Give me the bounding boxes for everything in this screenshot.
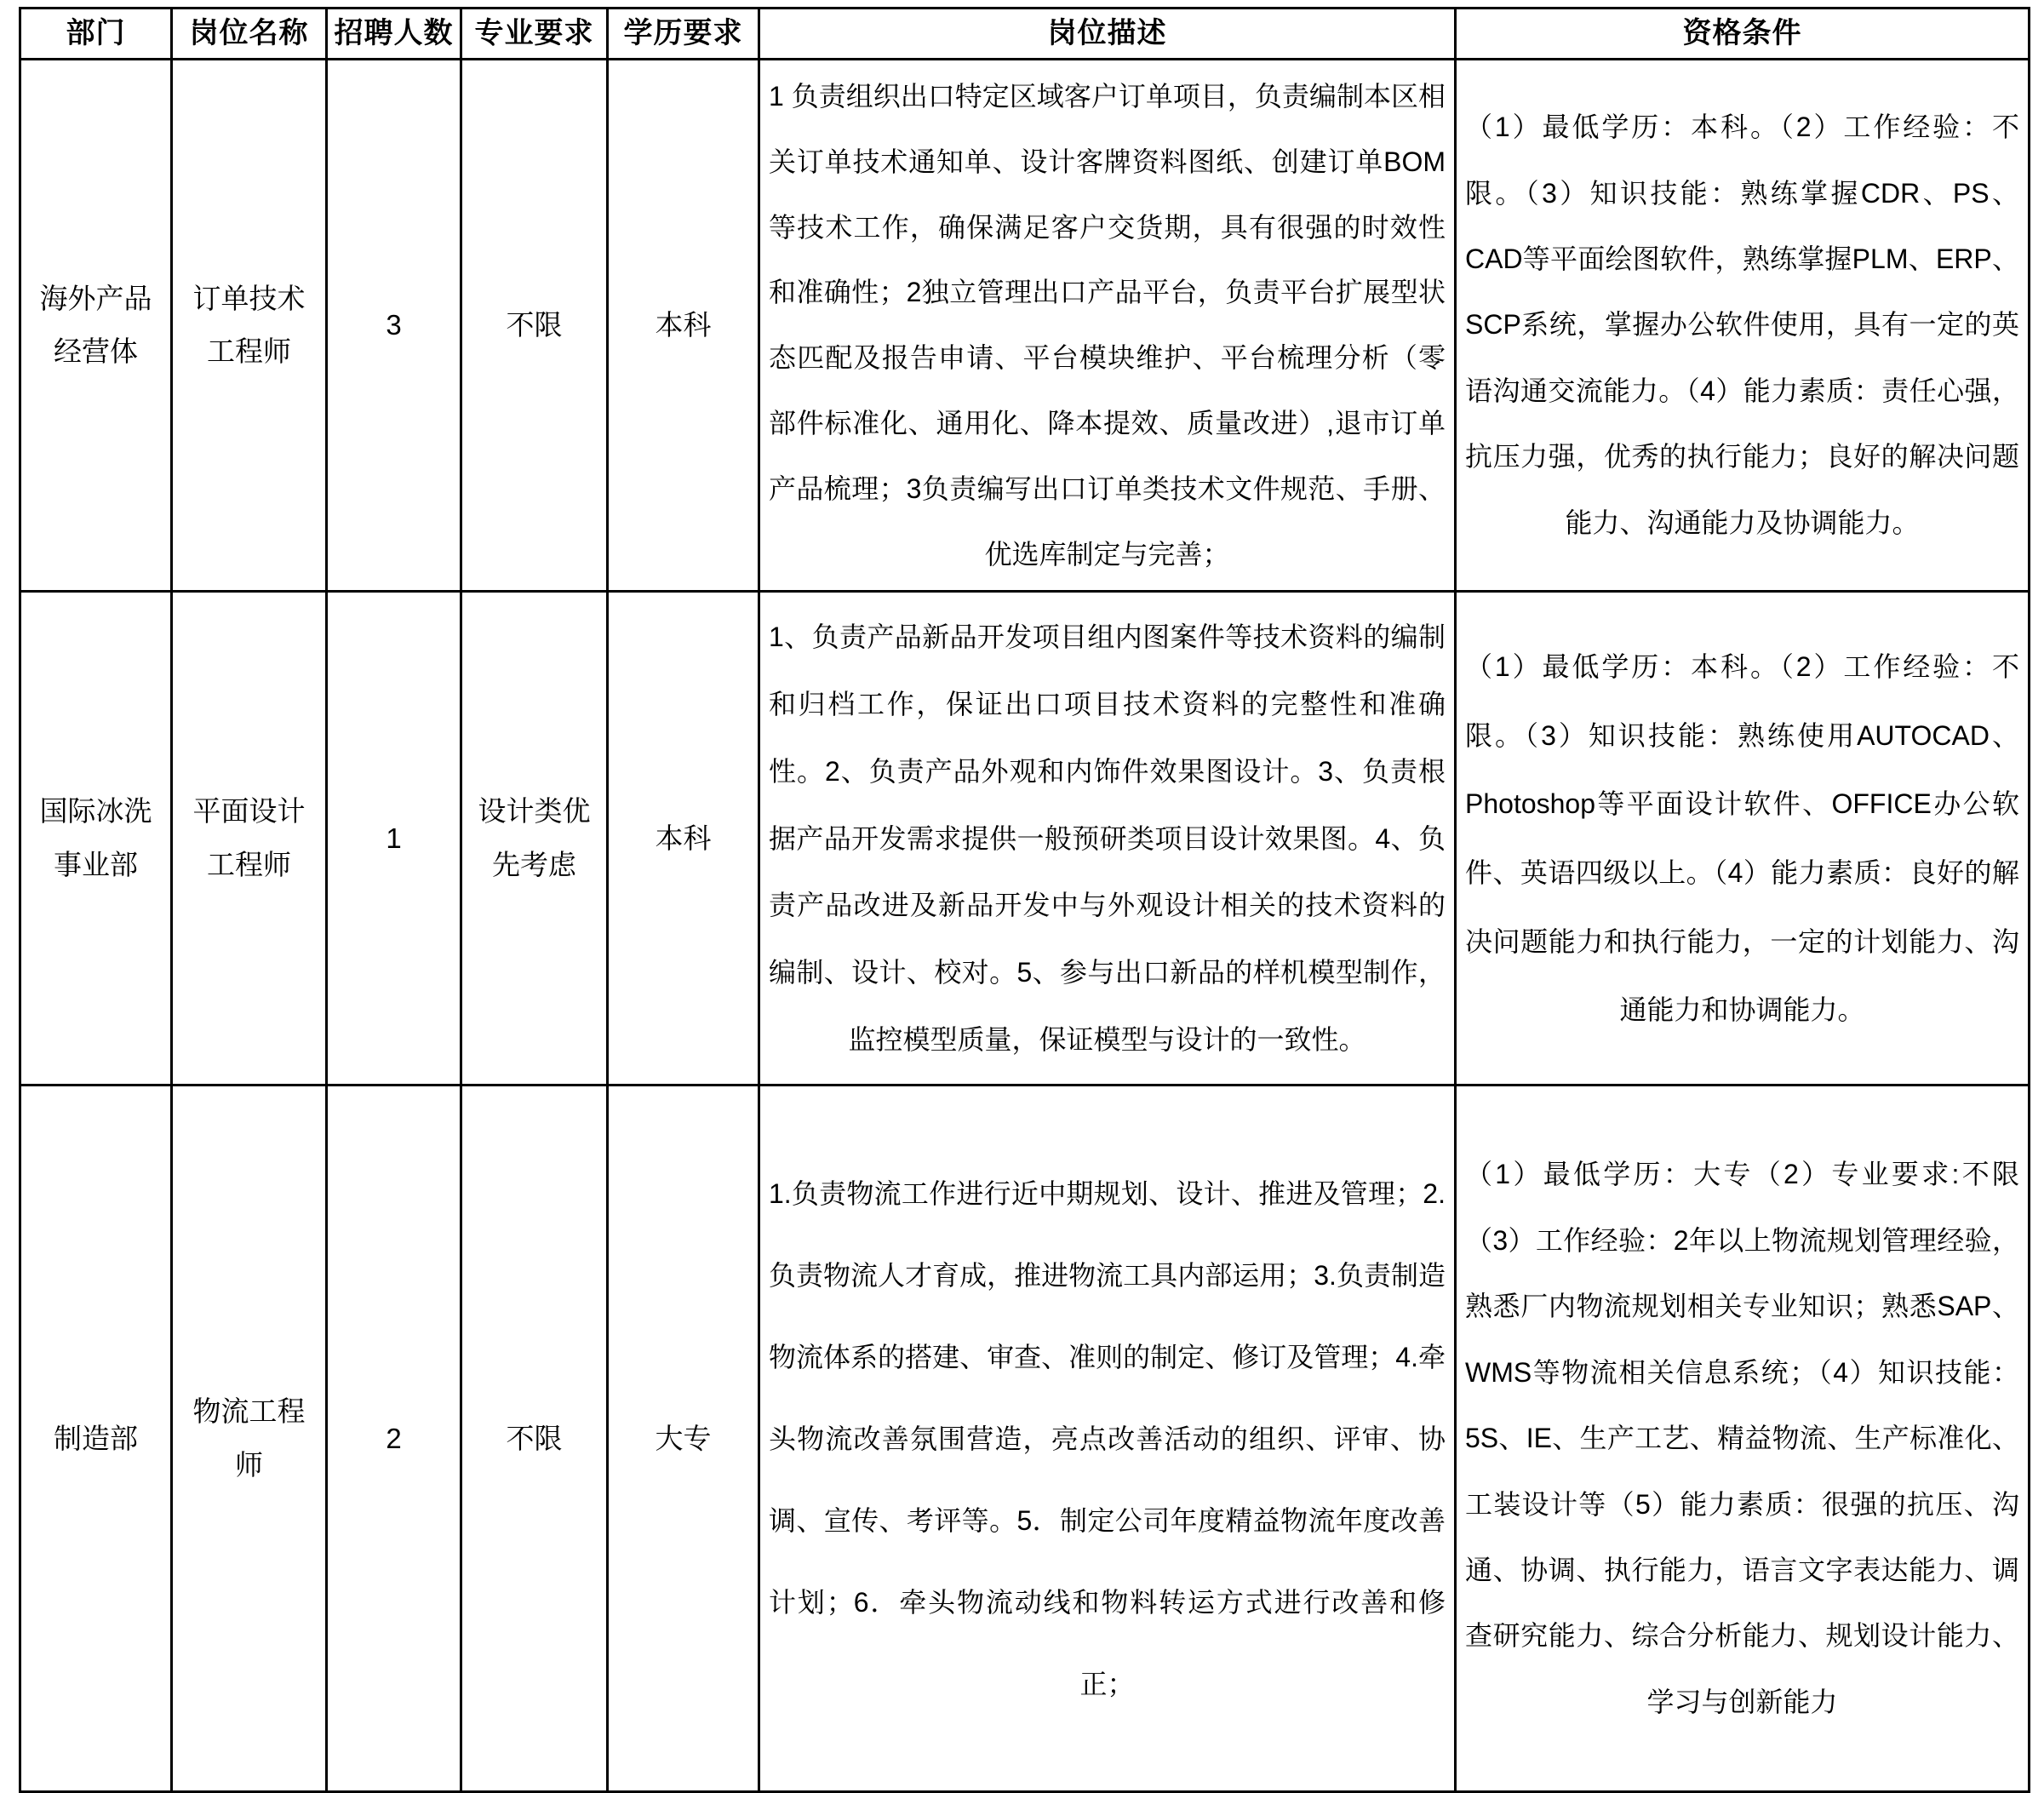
column-header-education: 学历要求 [608, 9, 759, 60]
qualification-text: （1）最低学历：大专（2）专业要求:不限（3）工作经验：2年以上物流规划管理经验，熟悉厂内物流规划相关专业知识；熟悉SAP、WMS等物流相关信息系统；（4）知识技能：5S、IE、生产工艺、精益物流、生产标准化、工装设计等（5）能力素质：很强的抗压、沟通、协调、执行能力，语言文字表达能力、调查研究能力、综合分析能力、规划设计能力、学习与创新能力 [1465, 1159, 2019, 1717]
cell-qualification [1456, 60, 2030, 592]
cell-position: 订单技术工程师 [172, 60, 327, 592]
table-row [20, 1086, 2030, 1792]
column-header-department: 部门 [20, 9, 172, 60]
cell-education: 本科 [608, 60, 759, 592]
cell-department: 制造部 [20, 1086, 172, 1792]
qualification-text: （1）最低学历：本科。（2）工作经验：不限。（3）知识技能：熟练掌握CDR、PS、CAD等平面绘图软件，熟练掌握PLM、ERP、SCP系统，掌握办公软件使用，具有一定的英语沟通交流能力。（4）能力素质：责任心强，抗压力强，优秀的执行能力；良好的解决问题能力、沟通能力及协调能力。 [1465, 112, 2019, 538]
cell-major: 设计类优先考虑 [461, 592, 608, 1086]
description-text: 1、负责产品新品开发项目组内图案件等技术资料的编制和归档工作，保证出口项目技术资料的完整性和准确性。2、负责产品外观和内饰件效果图设计。3、负责根据产品开发需求提供一般预研类项目设计效果图。4、负责产品改进及新品开发中与外观设计相关的技术资料的编制、设计、校对。5、参与出口新品的样机模型制作，监控模型质量，保证模型与设计的一致性。 [769, 622, 1446, 1055]
table-row [20, 60, 2030, 592]
cell-department: 国际冰洗事业部 [20, 592, 172, 1086]
column-header-qualification: 资格条件 [1456, 9, 2030, 60]
description-text: 1 负责组织出口特定区域客户订单项目，负责编制本区相关订单技术通知单、设计客牌资料图纸、创建订单BOM等技术工作，确保满足客户交货期，具有很强的时效性和准确性；2独立管理出口产品平台，负责平台扩展型状态匹配及报告申请、平台模块维护、平台梳理分析（零部件标准化、通用化、降本提效、质量改进）,退市订单产品梳理；3负责编写出口订单类技术文件规范、手册、优选库制定与完善； [769, 81, 1446, 570]
cell-qualification [1456, 592, 2030, 1086]
cell-position: 平面设计工程师 [172, 592, 327, 1086]
cell-description [759, 60, 1456, 592]
cell-education: 本科 [608, 592, 759, 1086]
cell-headcount: 2 [327, 1086, 461, 1792]
cell-headcount: 1 [327, 592, 461, 1086]
cell-major: 不限 [461, 60, 608, 592]
column-header-major: 专业要求 [461, 9, 608, 60]
cell-department: 海外产品经营体 [20, 60, 172, 592]
column-header-description: 岗位描述 [759, 9, 1456, 60]
cell-major: 不限 [461, 1086, 608, 1792]
cell-description [759, 1086, 1456, 1792]
cell-education: 大专 [608, 1086, 759, 1792]
cell-position: 物流工程师 [172, 1086, 327, 1792]
table-row [20, 592, 2030, 1086]
recruitment-table [19, 7, 2030, 1793]
cell-qualification [1456, 1086, 2030, 1792]
table-body [20, 60, 2030, 1792]
column-header-position: 岗位名称 [172, 9, 327, 60]
column-header-headcount: 招聘人数 [327, 9, 461, 60]
qualification-text: （1）最低学历：本科。（2）工作经验：不限。（3）知识技能：熟练使用AUTOCAD、Photoshop等平面设计软件、OFFICE办公软件、英语四级以上。（4）能力素质：良好的解决问题能力和执行能力，一定的计划能力、沟通能力和协调能力。 [1465, 651, 2019, 1026]
header-row [20, 9, 2030, 60]
description-text: 1.负责物流工作进行近中期规划、设计、推进及管理；2.负责物流人才育成，推进物流工具内部运用；3.负责制造物流体系的搭建、审查、准则的制定、修订及管理；4.牵头物流改善氛围营造，亮点改善活动的组织、评审、协调、宣传、考评等。5．制定公司年度精益物流年度改善计划；6．牵头物流动线和物料转运方式进行改善和修正； [769, 1177, 1446, 1699]
cell-headcount: 3 [327, 60, 461, 592]
cell-description [759, 592, 1456, 1086]
table-header [20, 9, 2030, 60]
